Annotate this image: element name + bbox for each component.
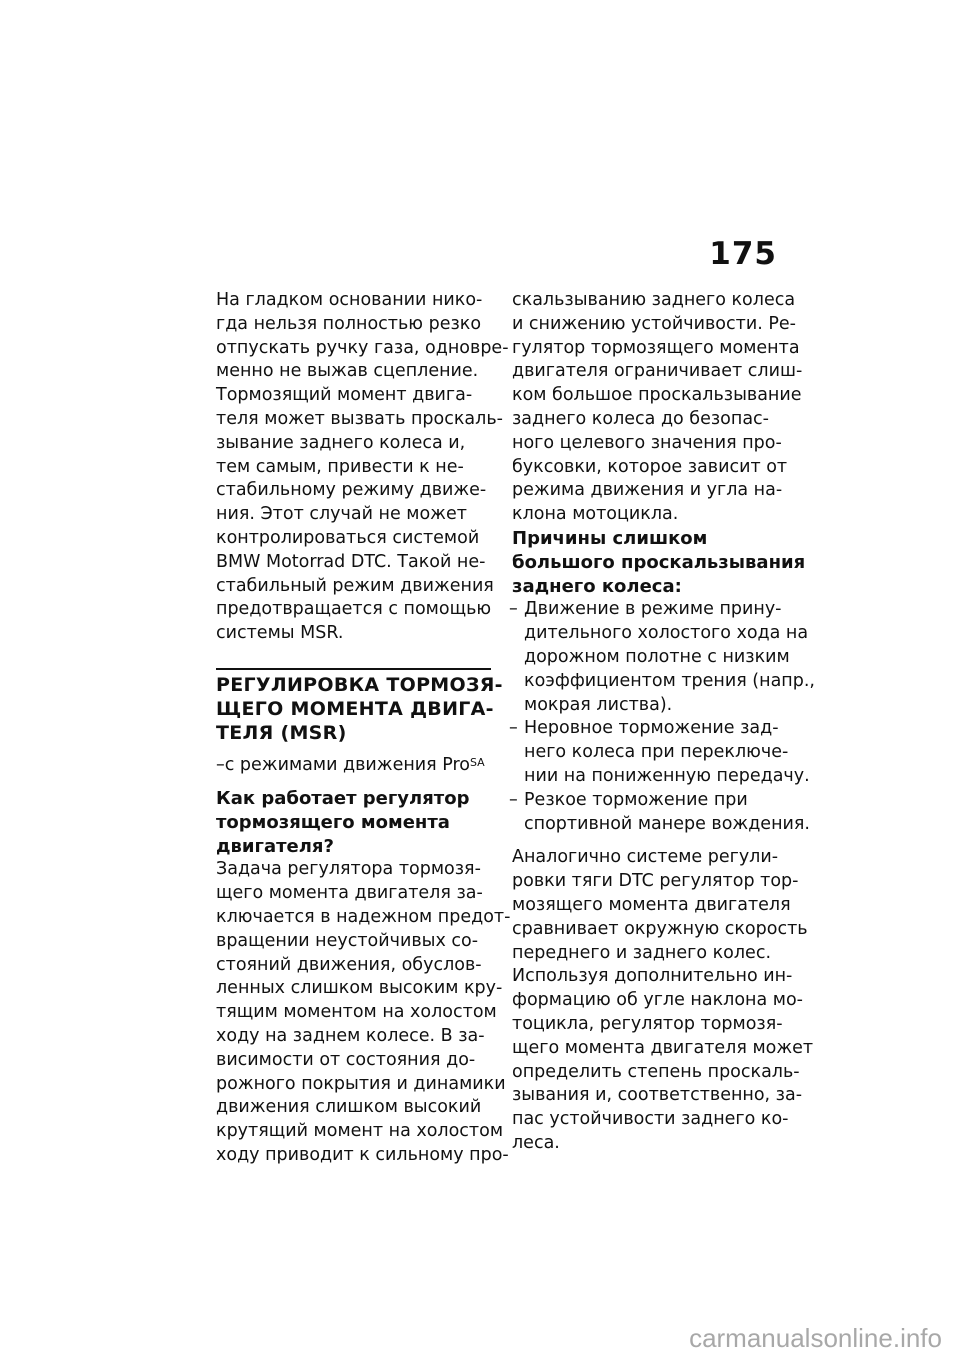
text-line: мозящего момента двигателя [512,894,791,915]
list-item [509,789,810,837]
text-line: двигателя ограничивает слиш- [512,361,803,382]
text-line: ходу приводит к сильному про- [216,1144,509,1165]
text-line: гда нельзя полностью резко [216,313,482,334]
list-dash: – [509,599,518,620]
text-line: буксовки, которое зависит от [512,456,788,477]
heading-line: Причины слишком [512,527,708,549]
section-divider [216,668,503,745]
text-line: леса. [512,1132,560,1153]
text-line: гулятор тормозящего момента [512,337,800,358]
note-dash: – [216,754,225,775]
list-item-line: него колеса при переключе- [524,742,789,763]
text-line: зывания и, соответственно, за- [512,1085,803,1106]
list-item-line: нии на пониженную передачу. [524,765,810,786]
text-line: движения слишком высокий [216,1097,482,1118]
text-line: тоцикла, регулятор тормозя- [512,1013,783,1034]
text-line: режима движения и угла на- [512,480,783,501]
list-item-line: мокрая листва). [524,694,673,715]
question-line: тормозящего момента [216,811,450,833]
text-line: переднего и заднего колес. [512,942,772,963]
continuation-paragraph [512,289,803,527]
list-dash: – [509,718,518,739]
right-column [509,289,815,1156]
list-item-line: Движение в режиме прину- [524,599,782,620]
text-line: менно не выжав сцепление. [216,361,479,382]
page-number: 175 [709,236,777,272]
section-title-line: ТЕЛЯ (MSR) [216,721,347,744]
question-line: Как работает регулятор [216,787,470,809]
text-line: Аналогично системе регули- [512,847,779,868]
text-line: пас устойчивости заднего ко- [512,1109,789,1130]
text-line: тем самым, привести к не- [216,456,464,477]
list-dash: – [509,789,518,810]
text-line: теля может вызвать проскаль- [216,408,503,429]
text-line: BMW Motorrad DTC. Такой не- [216,551,486,572]
list-item [509,717,810,788]
text-line: стабильному режиму движе- [216,480,487,501]
heading-line: большого проскальзывания [512,551,806,573]
text-line: На гладком основании нико- [216,290,483,310]
text-line: сравнивает окружную скорость [512,918,808,939]
list-item-line: Резкое торможение при [524,789,748,810]
text-line: висимости от состояния до- [216,1049,476,1070]
text-line: клона мотоцикла. [512,504,679,525]
text-line: отпускать ручку газа, одновре- [216,337,509,358]
final-paragraph [512,846,814,1155]
text-line: скальзыванию заднего колеса [512,290,796,310]
intro-paragraph [216,289,509,646]
section-title-line: РЕГУЛИРОВКА ТОРМОЗЯ- [216,673,503,696]
text-line: зывание заднего колеса и, [216,432,466,453]
list-item-line: дительного холостого хода на [524,623,809,644]
causes-list [509,598,815,836]
text-line: щего момента двигателя за- [216,883,483,904]
text-line: заднего колеса до безопас- [512,408,769,429]
causes-heading [512,527,806,598]
text-line: ровки тяги DTC регулятор тор- [512,871,799,892]
left-column [216,289,511,1168]
list-item-line: спортивной манере вождения. [524,813,810,834]
text-line: формацию об угле наклона мо- [512,990,803,1011]
section-title [216,673,503,745]
question-line: двигателя? [216,835,334,857]
text-line: Задача регулятора тормозя- [216,859,481,880]
text-line: ключается в надежном предот- [216,906,511,927]
list-item-line: дорожном полотне с низким [524,646,790,667]
text-line: предотвращается с помощью [216,599,492,620]
list-item [509,598,815,717]
list-item-line: коэффициентом трения (напр., [524,670,815,691]
section-title-line: ЩЕГО МОМЕНТА ДВИГА- [216,697,494,720]
text-line: стабильный режим движения [216,575,494,596]
text-line: стояний движения, обуслов- [216,954,482,975]
heading-line: заднего колеса: [512,575,682,597]
text-line: тящим моментом на холостом [216,1002,497,1023]
text-line: щего момента двигателя может [512,1037,814,1058]
text-line: Используя дополнительно ин- [512,966,793,987]
note-text: с режимами движения Pro [224,754,470,775]
text-line: крутящий момент на холостом [216,1121,504,1142]
equipment-note [216,753,491,777]
text-line: ного целевого значения про- [512,432,782,453]
list-item-line: Неровное торможение зад- [524,718,779,739]
text-line: вращении неустойчивых со- [216,930,479,951]
text-line: рожного покрытия и динамики [216,1073,506,1094]
text-line: ком большое проскальзывание [512,385,802,406]
text-line: ленных слишком высоким кру- [216,978,503,999]
answer-paragraph [216,858,511,1167]
question-heading [216,787,491,858]
text-line: Тормозящий момент двига- [216,385,473,406]
text-line: системы MSR. [216,623,344,644]
text-line: ния. Этот случай не может [216,504,467,525]
text-line: ходу на заднем колесе. В за- [216,1025,485,1046]
text-line: контролироваться системой [216,527,480,548]
watermark: carmanualsonline.info [689,1323,942,1353]
note-superscript: SA [470,755,485,769]
text-line: определить степень проскаль- [512,1061,800,1082]
text-line: и снижению устойчивости. Ре- [512,313,796,334]
